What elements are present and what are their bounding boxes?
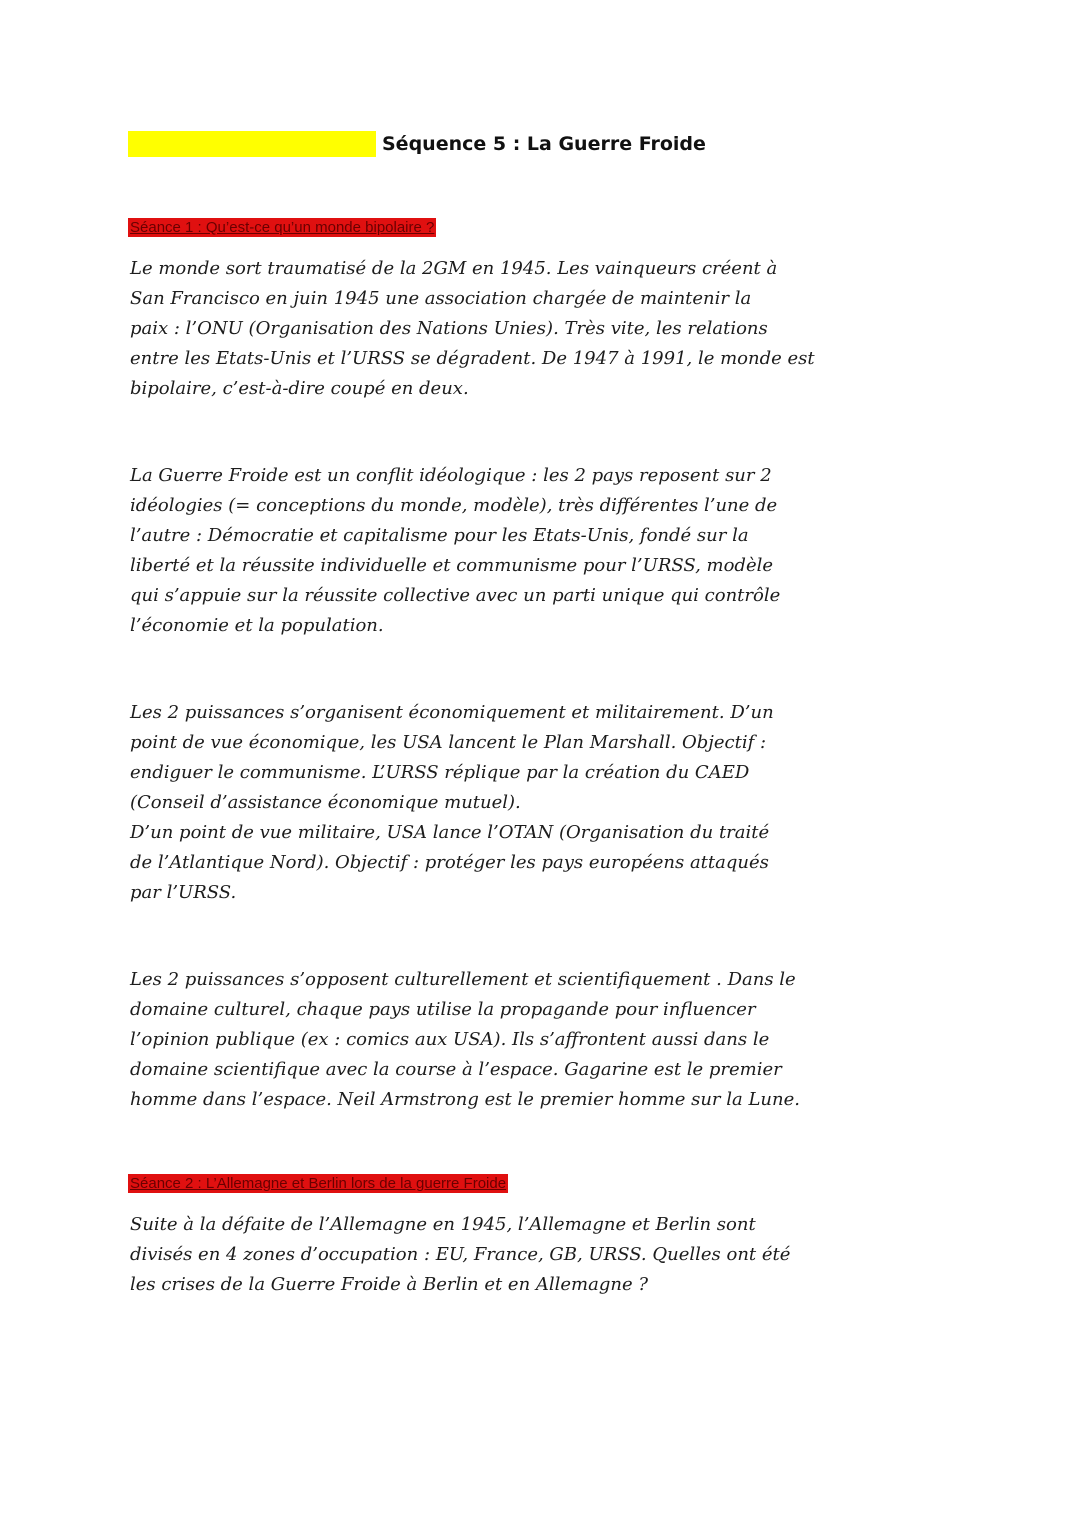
text-line: Suite à la défaite de l’Allemagne en 1945, l’Allemagne et Berlin sont [130, 1214, 756, 1235]
paragraph [130, 965, 960, 1115]
text-line: San Francisco en juin 1945 une association chargée de maintenir la [130, 288, 752, 309]
text-line: point de vue économique, les USA lancent le Plan Marshall. Objectif : [130, 732, 767, 753]
text-line: l’économie et la population. [130, 615, 384, 636]
paragraph [130, 254, 960, 404]
text-line: domaine scientifique avec la course à l’espace. Gagarine est le premier [130, 1059, 782, 1080]
paragraph [130, 698, 960, 908]
text-line: qui s’appuie sur la réussite collective avec un parti unique qui contrôle [130, 585, 781, 606]
text-line: La Guerre Froide est un conflit idéologique : les 2 pays reposent sur 2 [130, 465, 772, 486]
text-line: idéologies (= conceptions du monde, modèle), très différentes l’une de [130, 495, 778, 516]
text-line: domaine culturel, chaque pays utilise la propagande pour influencer [130, 999, 756, 1020]
text-line: (Conseil d’assistance économique mutuel). [130, 792, 521, 813]
text-line: Le monde sort traumatisé de la 2GM en 1945. Les vainqueurs créent à [130, 258, 778, 279]
section-heading-1: Séance 1 : Qu’est-ce qu’un monde bipolaire ? [130, 219, 435, 236]
text-line: de l’Atlantique Nord). Objectif : protéger les pays européens attaqués [130, 852, 769, 873]
text-line: D’un point de vue militaire, USA lance l’OTAN (Organisation du traité [130, 822, 770, 843]
paragraph [130, 461, 960, 641]
text-line: l’opinion publique (ex : comics aux USA). Ils s’affrontent aussi dans le [130, 1029, 770, 1050]
text-line: Les 2 puissances s’organisent économiquement et militairement. D’un [130, 702, 774, 723]
text-line: entre les Etats-Unis et l’URSS se dégradent. De 1947 à 1991, le monde est [130, 348, 815, 369]
text-line: homme dans l’espace. Neil Armstrong est le premier homme sur la Lune. [130, 1089, 800, 1110]
text-line: l’autre : Démocratie et capitalisme pour les Etats-Unis, fondé sur la [130, 525, 749, 546]
section-heading-2: Séance 2 : L’Allemagne et Berlin lors de la guerre Froide [130, 1175, 507, 1192]
yellow-highlight [128, 131, 376, 157]
title-row [128, 130, 706, 158]
paragraph [130, 1210, 960, 1300]
text-line: Les 2 puissances s’opposent culturellement et scientifiquement . Dans le [130, 969, 796, 990]
text-line: divisés en 4 zones d’occupation : EU, France, GB, URSS. Quelles ont été [130, 1244, 791, 1265]
text-line: paix : l’ONU (Organisation des Nations Unies). Très vite, les relations [130, 318, 768, 339]
text-line: endiguer le communisme. L’URSS réplique par la création du CAED [130, 762, 750, 783]
text-line: par l’URSS. [130, 882, 237, 903]
page-title: Séquence 5 : La Guerre Froide [382, 133, 706, 155]
text-line: les crises de la Guerre Froide à Berlin et en Allemagne ? [130, 1274, 649, 1295]
text-line: bipolaire, c’est-à-dire coupé en deux. [130, 378, 469, 399]
text-line: liberté et la réussite individuelle et communisme pour l’URSS, modèle [130, 555, 774, 576]
